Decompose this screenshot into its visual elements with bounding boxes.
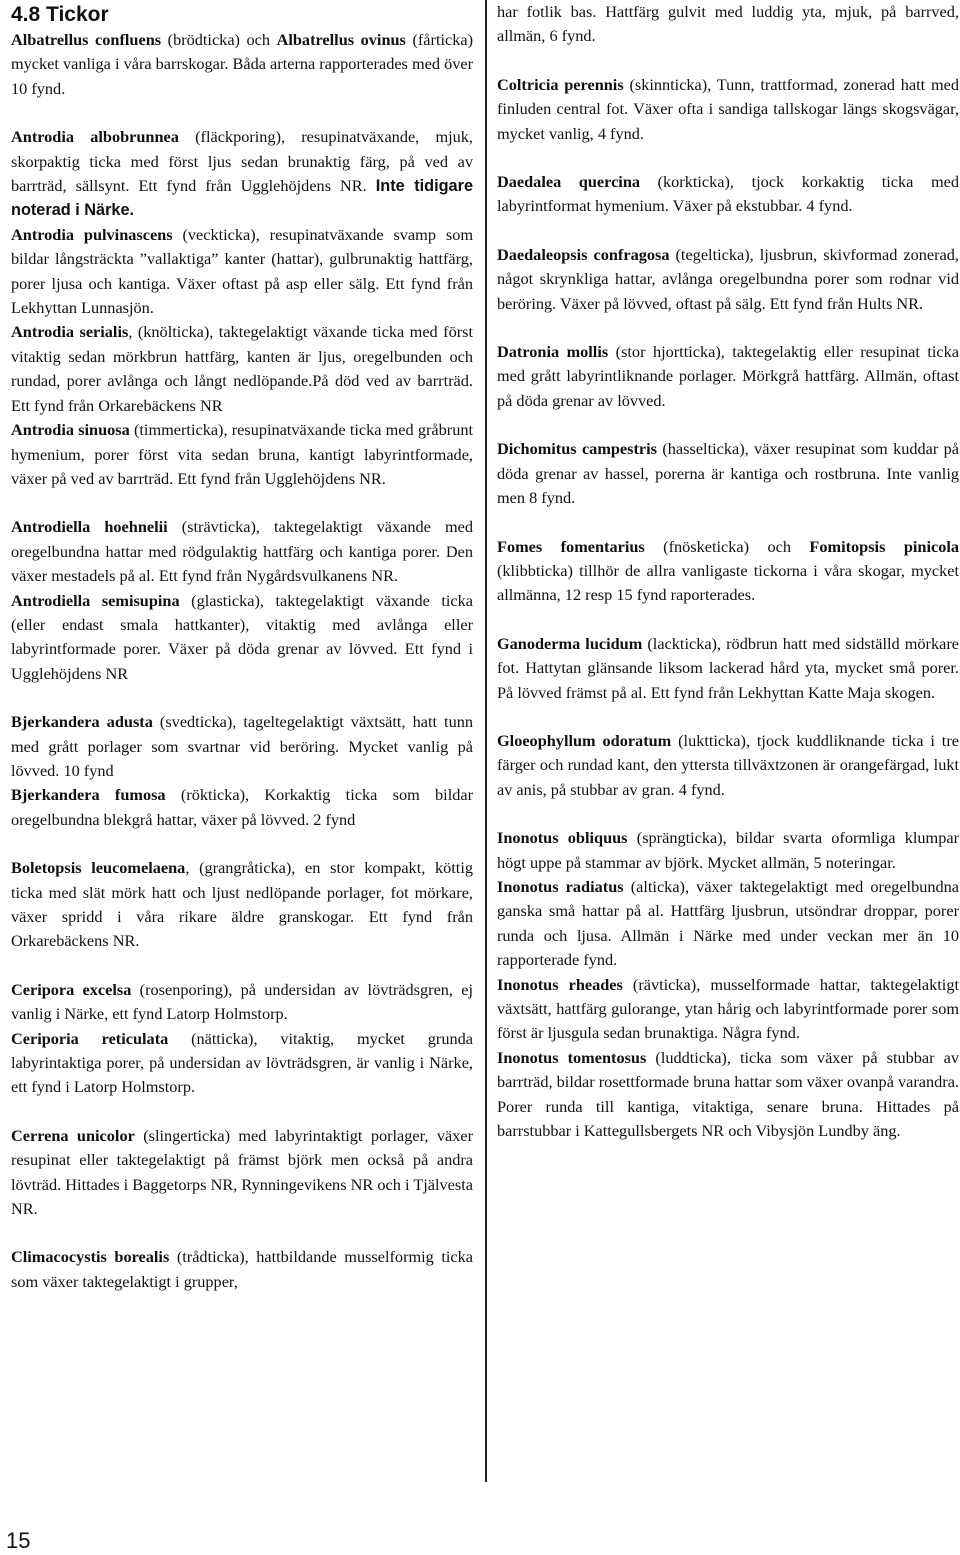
species-name: Dichomitus campestris <box>497 439 658 459</box>
species-note: Inte tidigare noterad i Närke. <box>11 177 473 220</box>
species-description: (glasticka), taktegelaktigt växande ticka (eller endast smala hattkanter), vitaktig med avlånga eller labyrintformade porer. Växer på döda grenar av lövved. Ett fynd i Ugglehöjdens NR <box>11 590 473 683</box>
species-description: (brödticka) och <box>161 30 277 49</box>
species-name: Antrodiella hoehnelii <box>11 517 168 537</box>
species-description: (hasselticka), växer resupinat som kuddar på döda grenar av hassel, porerna är kantiga och rostbruna. Inte vanlig men 8 fynd. <box>497 439 959 508</box>
species-name: Fomitopsis pinicola <box>809 536 960 556</box>
paragraph-gap <box>497 705 959 729</box>
species-name: Ceriporia reticulata <box>11 1028 169 1048</box>
species-entry <box>11 856 473 954</box>
paragraph-gap <box>11 491 473 515</box>
species-description: (luktticka), tjock kuddliknande ticka i tre färger och rundad kant, den yttersta tillväxtzonen är orangefärgad, lukt av anis, på stubbar av gran. 4 fynd. <box>497 730 959 799</box>
species-description: (rosenporing), på undersidan av lövträdsgren, ej vanlig i Närke, ett fynd Latorp Holmstorp. <box>11 979 474 1024</box>
species-description: (alticka), växer taktegelaktigt med oregelbundna ganska små hattar på al. Hattfärg ljusbrun, utsöndrar droppar, porer runda och ljusa. Allmän i Närke med under veckan mer än 10 rapporterade fynd. <box>497 876 960 970</box>
species-entry <box>497 170 959 219</box>
species-name: Datronia mollis <box>497 342 609 362</box>
species-entry <box>497 73 959 146</box>
species-name: Gloeophyllum odoratum <box>497 730 672 750</box>
species-entry <box>11 418 473 491</box>
species-name: Inonotus rheades <box>497 974 623 994</box>
species-entry <box>11 223 473 321</box>
species-name: Inonotus radiatus <box>497 876 624 896</box>
species-entry <box>497 632 959 705</box>
species-entry <box>11 1027 473 1100</box>
paragraph-gap <box>11 1100 473 1124</box>
species-description: (svedticka), tageltegelaktigt växtsätt, hatt tunn med grått porlager som svartnar vid beröring. Mycket vanlig på lövved. 10 fynd <box>11 712 473 780</box>
species-name: Inonotus tomentosus <box>497 1047 647 1067</box>
column-divider <box>485 0 487 1482</box>
species-name: Ceripora excelsa <box>11 979 132 999</box>
species-entry <box>497 875 959 973</box>
species-name: Inonotus obliquus <box>497 828 628 848</box>
species-entry <box>11 710 473 783</box>
species-name: Antrodia pulvinascens <box>11 224 173 244</box>
species-description: (luddticka), ticka som växer på stubbar av barrträd, bildar rosettformade bruna hattar som växer ovanpå varandra. Porer runda till kantiga, vitaktiga, senare bruna. Hittades på barrstubbar i Kattegullsbergets NR och Vibysjön Lundby äng. <box>497 1047 960 1141</box>
left-column <box>11 0 473 1294</box>
species-description: (sprängticka), bildar svarta oformliga klumpar högt uppe på stammar av björk. Mycket allmän, 5 noteringar. <box>497 828 960 872</box>
paragraph-gap <box>497 511 959 535</box>
paragraph-gap <box>497 316 959 340</box>
paragraph-gap <box>497 608 959 632</box>
species-name: Antrodia serialis <box>11 322 129 342</box>
species-entry <box>497 535 959 608</box>
species-entry <box>11 125 473 223</box>
page-number: 15 <box>6 1528 31 1553</box>
paragraph-gap <box>11 832 473 856</box>
species-entry <box>497 437 959 510</box>
species-name: Bjerkandera adusta <box>11 712 153 732</box>
species-entry <box>11 515 473 588</box>
species-entry <box>497 340 959 413</box>
species-entry <box>497 729 959 802</box>
species-description: (nätticka), vitaktig, mycket grunda labyrintaktiga porer, på undersidan av lövträdsgren, är vanlig i Närke, ett fynd i Latorp Holmstorp. <box>11 1028 473 1097</box>
species-description: (veckticka), resupinatväxande svamp som bildar långsträckta ”vallaktiga” kanter (hattar), gulbrunaktig hattfärg, porer ljusa och kantiga. Växer oftast på asp eller sälg. Ett fynd från Lekhyttan Lunnasjön. <box>11 224 473 318</box>
species-name: Daedalea quercina <box>497 172 641 192</box>
left-entries <box>11 28 473 1294</box>
paragraph-gap <box>11 954 473 978</box>
species-entry <box>497 0 959 49</box>
species-description: (stor hjortticka), taktegelaktig eller resupinat ticka med grått labyrintliknande porlager. Mörkgrå hattfärg. Allmän, oftast på döda grenar av lövved. <box>497 342 959 410</box>
section-heading: 4.8 Tickor <box>11 3 109 26</box>
species-description: (lackticka), rödbrun hatt med sidställd mörkare fot. Hattytan glänsande liksom lackerad hård yta, mycket små porer. På lövved främst på al. Ett fynd från Lekhyttan Katte Maja skogen. <box>497 633 959 702</box>
species-entry <box>11 783 473 832</box>
species-description: (fårticka) mycket vanliga i våra barrskogar. Båda arterna rapporterades med över 10 fynd. <box>11 30 474 98</box>
species-description: (fläckporing), resupinatväxande, mjuk, skorpaktig ticka med först ljus sedan brunaktig färg, på ved av barrträd, sällsynt. Ett fynd från Ugglehöjdens NR. <box>11 127 473 196</box>
species-description: (rävticka), musselformade hattar, taktegelaktigt växtsätt, hattfärg gulorange, ytan hårig och labyrintformade porer som först är ljusgula sedan brunaktiga. Några fynd. <box>497 974 959 1043</box>
species-name: Cerrena unicolor <box>11 1125 135 1145</box>
species-entry <box>11 28 473 101</box>
species-description: , (knölticka), taktegelaktigt växande ticka med först vitaktig sedan mörkbrun hattfärg, kanten är ljus, oregelbunden och rundad, porer avlånga och långt nedlöpande.På död ved av barrträd. Ett fynd från Orkarebäckens NR <box>11 322 474 415</box>
species-name: Ganoderma lucidum <box>497 633 643 653</box>
species-name: Albatrellus ovinus <box>276 30 406 49</box>
species-name: Fomes fomentarius <box>497 536 645 556</box>
species-description: (skinnticka), Tunn, trattformad, zonerad hatt med finluden central fot. Växer ofta i sandiga tallskogar längs skogsvägar, mycket vanlig, 4 fynd. <box>497 74 959 143</box>
paragraph-gap <box>497 49 959 73</box>
species-name: Antrodiella semisupina <box>11 590 180 610</box>
species-description: (korkticka), tjock korkaktig ticka med labyrintformat hymenium. Växer på ekstubbar. 4 fynd. <box>497 172 959 216</box>
paragraph-gap <box>497 413 959 437</box>
paragraph-gap <box>11 1221 473 1245</box>
species-name: Daedaleopsis confragosa <box>497 244 670 264</box>
paragraph-gap <box>11 686 473 710</box>
species-entry <box>11 978 473 1027</box>
species-description: (strävticka), taktegelaktigt växande med oregelbundna hattar med rödgulaktig hattfärg och kantiga porer. Den växer mestadels på al. Ett fynd från Nygårdsvulkanens NR. <box>11 517 473 586</box>
paragraph-gap <box>497 802 959 826</box>
species-name: Antrodia sinuosa <box>11 420 130 440</box>
species-entry <box>497 973 959 1046</box>
species-name: Bjerkandera fumosa <box>11 785 166 805</box>
species-description: (fnösketicka) och <box>644 536 810 556</box>
species-name: Antrodia albobrunnea <box>11 127 179 147</box>
species-name: Climacocystis borealis <box>11 1247 170 1267</box>
species-description: (tegelticka), ljusbrun, skivformad zonerad, något skrynkliga hattar, avlånga oregelbundna porer som rodnar vid beröring. Växer på lövved, oftast på sälg. Ett fynd från Hults NR. <box>497 244 959 313</box>
species-description: har fotlik bas. Hattfärg gulvit med luddig yta, mjuk, på barrved, allmän, 6 fynd. <box>497 2 959 46</box>
species-name: Boletopsis leucomelaena <box>11 858 186 878</box>
paragraph-gap <box>497 146 959 170</box>
paragraph-gap <box>497 219 959 243</box>
right-entries <box>497 0 959 1143</box>
species-entry <box>11 320 473 418</box>
species-description: , (grangråticka), en stor kompakt, köttig ticka med slät mörk hatt och ljust nedlöpande porlager, fot mörkare, växer spridd i våra rikare äldre granskogar. Ett fynd från Orkarebäckens NR. <box>11 858 473 951</box>
species-description: (klibbticka) tillhör de allra vanligaste tickorna i våra skogar, mycket allmänna, 12 resp 15 fynd raporterades. <box>497 560 959 605</box>
species-entry <box>11 1245 473 1294</box>
species-entry <box>11 589 473 687</box>
species-entry <box>497 243 959 316</box>
species-name: Albatrellus confluens <box>11 30 162 49</box>
species-description: (trådticka), hattbildande musselformig ticka som växer taktegelaktigt i grupper, <box>11 1247 473 1291</box>
species-entry <box>11 1124 473 1222</box>
species-name: Coltricia perennis <box>497 74 624 94</box>
paragraph-gap <box>11 101 473 125</box>
species-entry <box>497 1046 959 1144</box>
species-description: (slingerticka) med labyrintaktigt porlager, växer resupinat eller taktegelaktigt på främst björk men också på andra lövträd. Hittades i Baggetorps NR, Rynningevikens NR och i Tjälvesta NR. <box>11 1125 473 1219</box>
species-description: (rökticka), Korkaktig ticka som bildar oregelbundna blekgrå hattar, växer på lövved. 2 fynd <box>11 785 474 829</box>
species-description: (timmerticka), resupinatväxande ticka med gråbrunt hymenium, porer först vita sedan bruna, kantigt labyrintformade, växer på ved av barrträd. Ett fynd från Ugglehöjdens NR. <box>11 420 473 488</box>
species-entry <box>497 826 959 875</box>
right-column <box>497 0 959 1143</box>
